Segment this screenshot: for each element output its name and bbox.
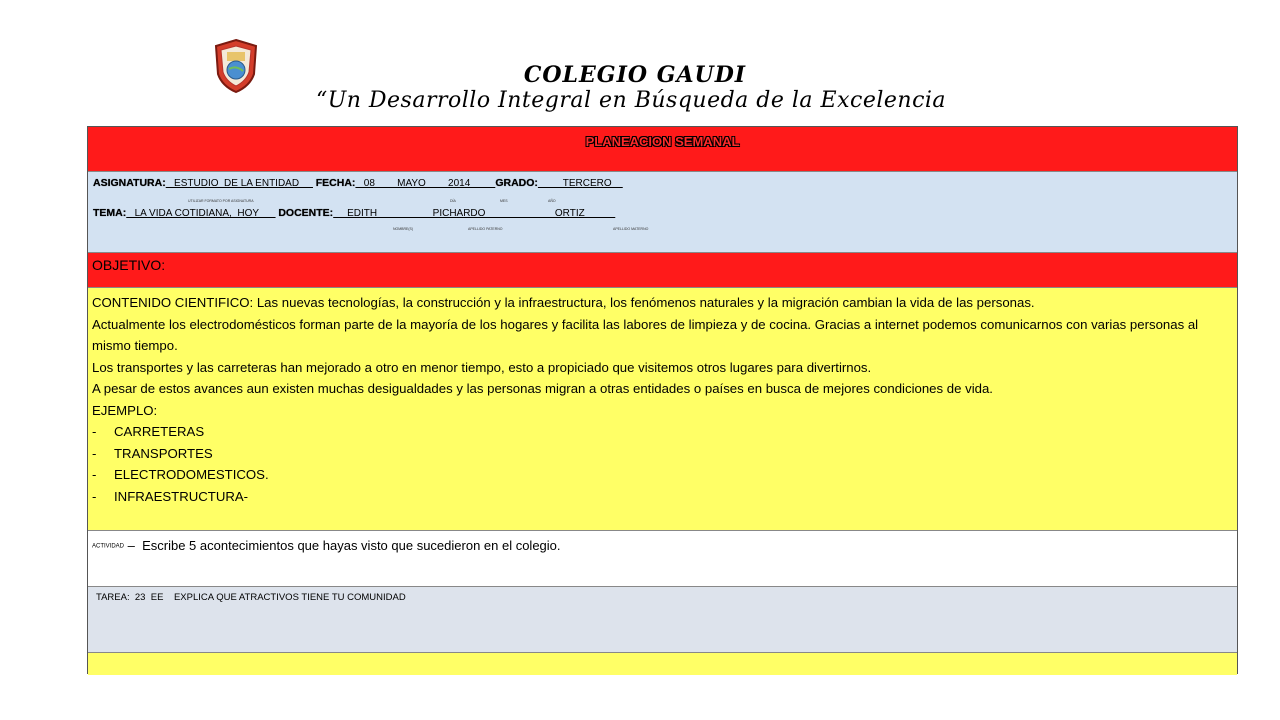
objetivo-row xyxy=(88,253,1237,288)
actividad-body: Escribe 5 acontecimientos que hayas visto que sucedieron en el colegio. xyxy=(138,538,561,553)
list-item xyxy=(92,486,1231,508)
sub-dia: DÍA xyxy=(450,199,456,203)
asignatura-value: ESTUDIO DE LA ENTIDAD xyxy=(165,178,313,189)
footer-row xyxy=(88,653,1237,675)
list-item-text: CARRETERAS xyxy=(114,424,205,439)
grado-value: TERCERO xyxy=(537,178,623,189)
bullet-dash: - xyxy=(92,488,97,504)
tema-value: LA VIDA COTIDIANA, HOY xyxy=(126,208,276,219)
tarea-row xyxy=(88,587,1237,653)
sub-ano: AÑO xyxy=(548,199,556,203)
contenido-p3: Los transportes y las carreteras han mejorado a otro en menor tiempo, esto a propiciado que visitemos otros lugares para divertirnos. xyxy=(92,359,872,375)
actividad-label: ACTIVIDAD xyxy=(92,543,125,550)
asignatura-label: ASIGNATURA: xyxy=(93,177,166,189)
grado-label: GRADO: xyxy=(495,177,538,189)
list-item xyxy=(92,421,1231,443)
sub-mes: MES xyxy=(500,199,508,203)
contenido-p2: Actualmente los electrodomésticos forman parte de la mayoría de los hogares y facilita las labores de limpieza y de cocina. Gracias a internet podemos comunicarnos con varias personas al mismo tiempo. xyxy=(92,316,1199,353)
sub-nombres: NOMBRE(S) xyxy=(393,227,414,231)
list-item-text: TRANSPORTES xyxy=(114,445,213,461)
list-item-text: ELECTRODOMESTICOS. xyxy=(114,467,269,482)
plan-title: PLANEACION SEMANAL xyxy=(585,134,740,149)
list-item-text: INFRAESTRUCTURA- xyxy=(114,488,249,504)
actividad-separator: – xyxy=(124,538,139,553)
contenido-p4: A pesar de estos avances aun existen muchas desigualdades y las personas migran a otras entidades o países en busca de mejores condiciones de vida. xyxy=(92,381,993,396)
ejemplo-label: EJEMPLO: xyxy=(92,402,158,418)
sub-materno: APELLIDO MATERNO xyxy=(613,227,649,231)
list-item xyxy=(92,464,1231,486)
bullet-dash: - xyxy=(92,424,97,439)
school-motto: “Un Desarrollo Integral en Búsqueda de la Excelencia xyxy=(315,88,947,113)
info-line-2 xyxy=(93,207,615,219)
actividad-text xyxy=(92,538,561,553)
fecha-label: FECHA: xyxy=(315,177,356,189)
contenido-p1: CONTENIDO CIENTIFICO: Las nuevas tecnologías, la construcción y la infraestructura, los fenómenos naturales y la migración cambian la vida de las personas. xyxy=(92,295,1035,310)
school-name: COLEGIO GAUDI xyxy=(523,62,747,88)
fecha-value: 08 MAYO 2014 xyxy=(355,178,496,189)
sub-paterno: APELLIDO PATERNO xyxy=(468,227,503,231)
docente-label: DOCENTE: xyxy=(278,207,334,219)
tema-label: TEMA: xyxy=(93,207,127,219)
objetivo-label: OBJETIVO: xyxy=(92,257,166,273)
actividad-row xyxy=(88,531,1237,587)
contenido-text xyxy=(92,292,1231,507)
docente-value: EDITH PICHARDO ORTIZ xyxy=(333,208,616,219)
info-line-1 xyxy=(93,177,623,189)
plan-title-row xyxy=(88,127,1237,172)
contenido-row xyxy=(88,288,1237,531)
sub-asignatura: UTILIZAR FORMATO POR ASIGNATURA xyxy=(188,199,254,203)
plan-info-row xyxy=(88,172,1237,253)
bullet-dash: - xyxy=(92,445,97,461)
weekly-plan-sheet xyxy=(87,126,1238,674)
list-item xyxy=(92,443,1231,465)
tarea-text: TAREA: 23 EE EXPLICA QUE ATRACTIVOS TIENE TU COMUNIDAD xyxy=(96,592,406,603)
bullet-dash: - xyxy=(92,467,97,482)
